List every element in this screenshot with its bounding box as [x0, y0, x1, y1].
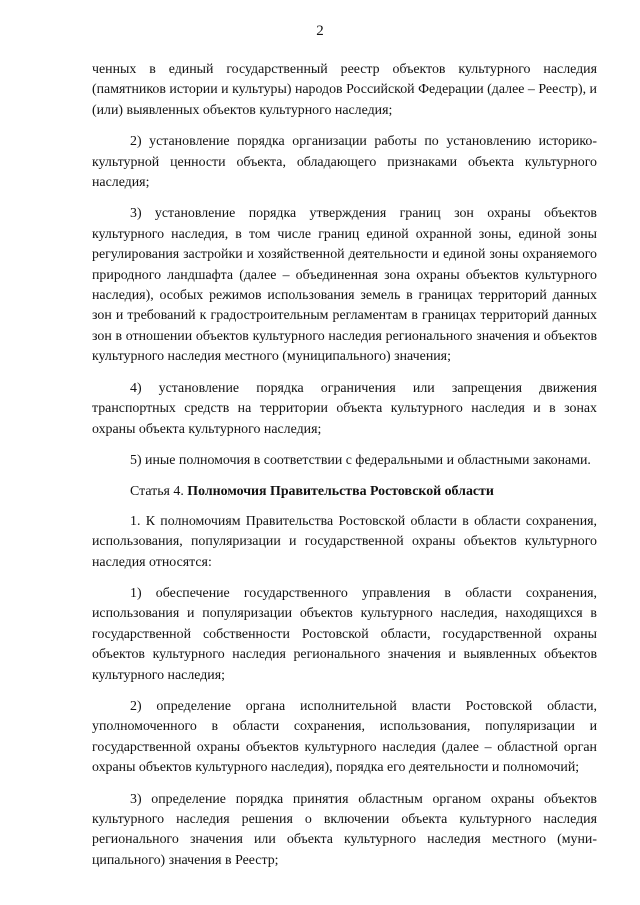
article-title: Полномочия Правительства Ростовской области	[187, 484, 494, 500]
article-item-3: 3) определение порядка принятия областным органом охраны объектов культурного наследия решения о включении объекта культурного наследия регионального значения или объекта культурного наследия местного (муниципального) значения в Реестр;	[92, 791, 597, 868]
article-heading	[92, 482, 597, 502]
paragraph-continuation: ченных в единый государственный реестр объектов культурного наследия (памятников истории и культуры) народов Российской Федерации (далее – Реестр), и (или) выявленных объектов культурного наследия;	[92, 62, 597, 118]
paragraph-item-4: 4) установление порядка ограничения или запрещения движения транспортных средств на территории объекта культурного наследия и в зонах охраны объекта культурного наследия;	[92, 380, 597, 437]
page-number: 2	[316, 23, 324, 39]
paragraph-item-3: 3) установление порядка утверждения границ зон охраны объектов культурного наследия, в том числе границ единой охранной зоны, единой зоны регулирования застройки и хозяйственной деятельности и единой зоны охраняемого природного ландшафта (далее – объединенная зона охраны объектов культурного наследия), особых режимов использования земель в границах территорий данных зон и требований к градостроительным регламентам в границах территорий данных зон в отношении объектов культурного наследия регионального значения и объектов культурного наследия местного (муниципального) значения;	[92, 206, 597, 365]
paragraph-item-2: 2) установление порядка организации работы по установлению историко-культурной ценности объекта, обладающего признаками объекта культурного наследия;	[92, 134, 597, 191]
document-body	[92, 60, 597, 882]
paragraph-item-5: 5) иные полномочия в соответствии с федеральными и областными законами.	[130, 452, 591, 468]
article-item-1: 1) обеспечение государственного управления в области сохранения, использования и популяризации объектов культурного наследия, находящихся в государственной собственности Ростовской области, государственной охраны объектов культурного наследия регионального значения и выявленных объектов культурного наследия;	[92, 585, 597, 683]
article-item-2: 2) определение органа исполнительной власти Ростовской области, уполномоченного в области сохранения, использования, популяризации и государственной охраны объектов культурного наследия (далее – областной орган охраны объектов культурного наследия), порядка его деятельности и полномочий;	[92, 698, 597, 776]
article-prefix: Статья 4.	[130, 484, 188, 500]
article-paragraph-1: 1. К полномочиям Правительства Ростовской области в области сохранения, использования, популяризации и государственной охраны объектов культурного наследия относятся:	[92, 513, 597, 570]
